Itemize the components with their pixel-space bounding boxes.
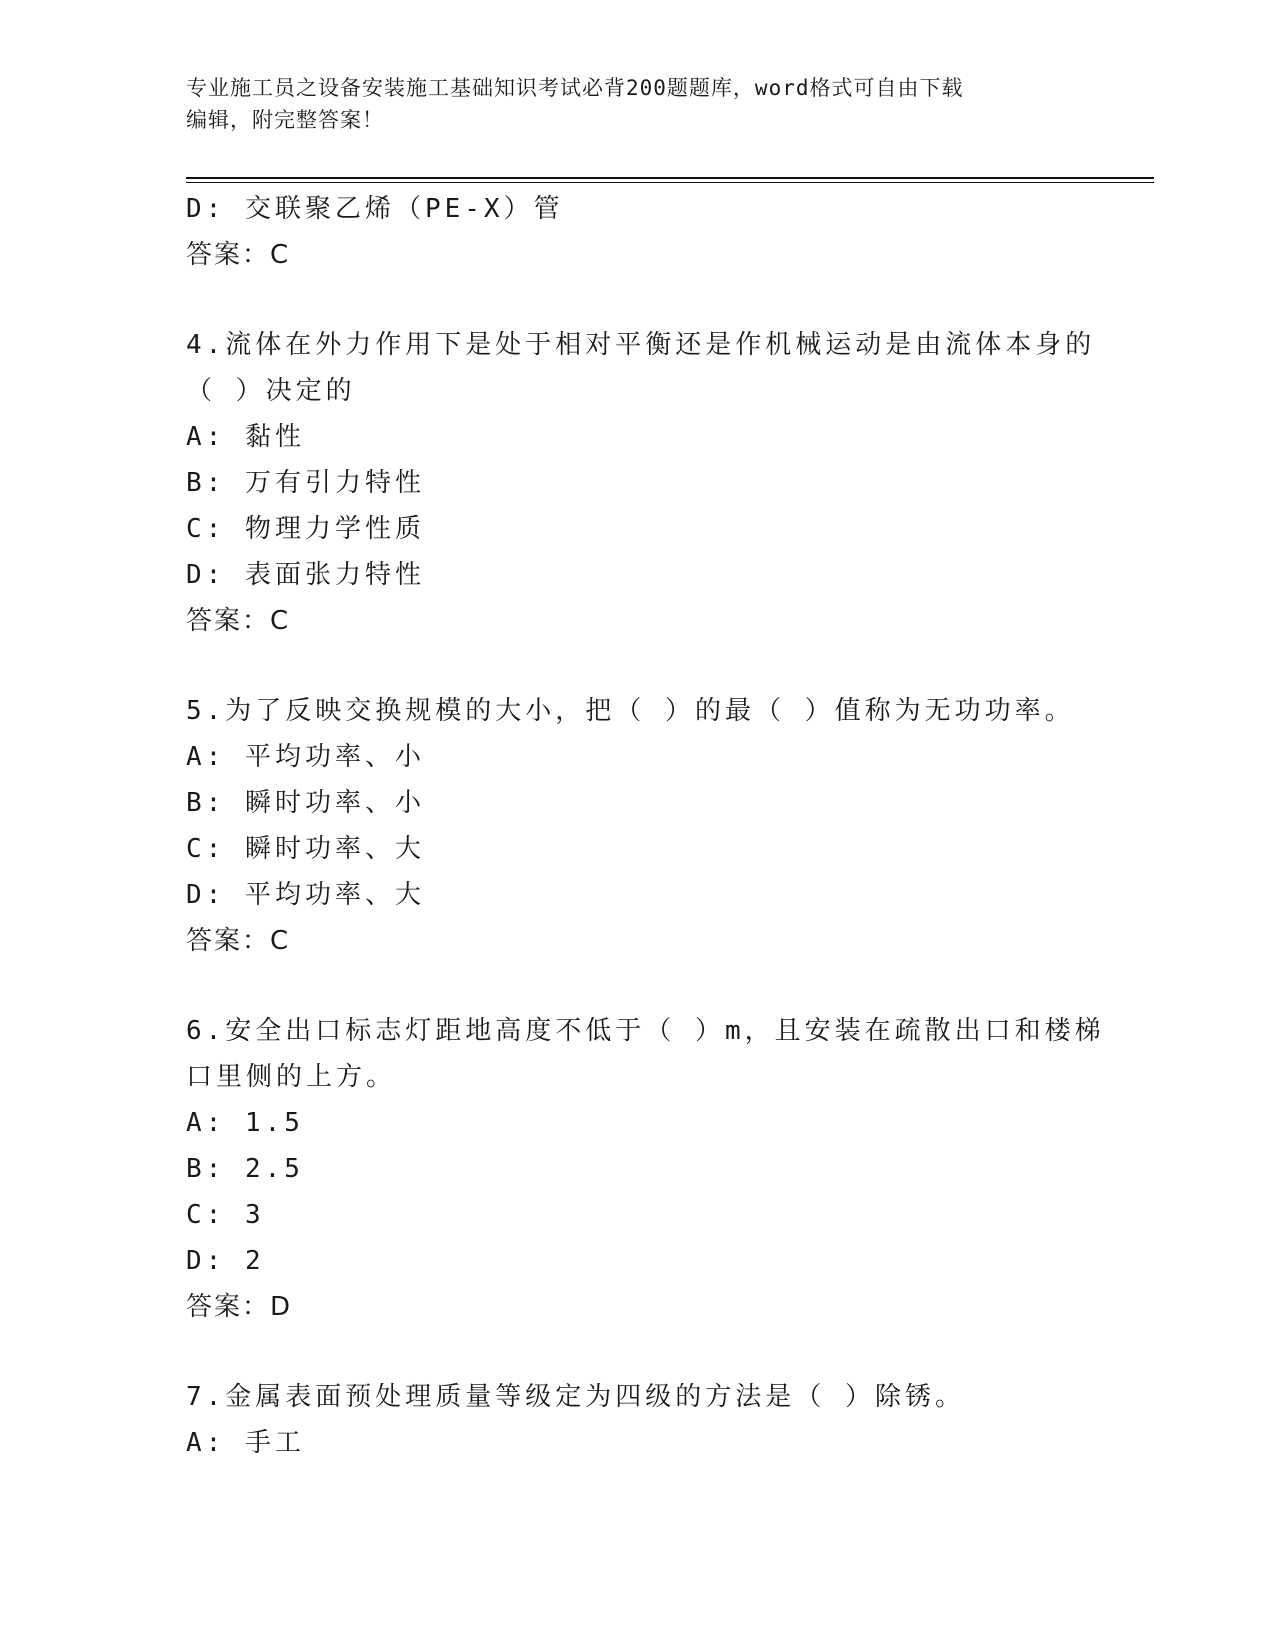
question-6 (186, 1008, 1105, 1330)
answer: 答案：C (186, 606, 291, 636)
question-spacer (186, 278, 1086, 322)
question-spacer (186, 644, 1086, 688)
option-c: C: 3 (186, 1200, 265, 1230)
answer: 答案：C (186, 240, 291, 270)
question-stem: 4.流体在外力作用下是处于相对平衡还是作机械运动是由流体本身的 (186, 330, 1096, 360)
question-3 (186, 186, 1086, 278)
option-b: B: 2.5 (186, 1154, 304, 1184)
question-4 (186, 322, 1096, 644)
question-spacer (186, 964, 1086, 1008)
question-5 (186, 688, 1086, 964)
option-a: A: 手工 (186, 1428, 305, 1458)
option-c: C: 物理力学性质 (186, 514, 425, 544)
question-spacer (186, 1330, 1086, 1374)
question-stem: 7.金属表面预处理质量等级定为四级的方法是（ ）除锈。 (186, 1382, 965, 1412)
header-divider-thick (186, 177, 1154, 179)
document-header (186, 72, 1086, 136)
question-stem: 6.安全出口标志灯距地高度不低于（ ）m，且安装在疏散出口和楼梯 (186, 1016, 1105, 1046)
header-line-2: 编辑，附完整答案！ (186, 108, 384, 132)
option-b: B: 瞬时功率、小 (186, 788, 425, 818)
option-d: D: 平均功率、大 (186, 880, 425, 910)
answer: 答案：C (186, 926, 291, 956)
option-d: D: 交联聚乙烯（PE-X）管 (186, 194, 564, 224)
option-a: A: 1.5 (186, 1108, 304, 1138)
answer: 答案：D (186, 1292, 293, 1322)
option-a: A: 平均功率、小 (186, 742, 425, 772)
question-list (186, 186, 1105, 1466)
question-7 (186, 1374, 1086, 1466)
option-d: D: 2 (186, 1246, 265, 1276)
question-stem-continued: （ ）决定的 (186, 376, 356, 406)
option-b: B: 万有引力特性 (186, 468, 425, 498)
question-stem: 5.为了反映交换规模的大小，把（ ）的最（ ）值称为无功功率。 (186, 696, 1075, 726)
question-stem-continued: 口里侧的上方。 (186, 1062, 397, 1092)
option-a: A: 黏性 (186, 422, 305, 452)
header-line-1: 专业施工员之设备安装施工基础知识考试必背200题题库，word格式可自由下载 (186, 76, 964, 100)
header-divider-thin (186, 182, 1154, 183)
option-d: D: 表面张力特性 (186, 560, 425, 590)
option-c: C: 瞬时功率、大 (186, 834, 425, 864)
